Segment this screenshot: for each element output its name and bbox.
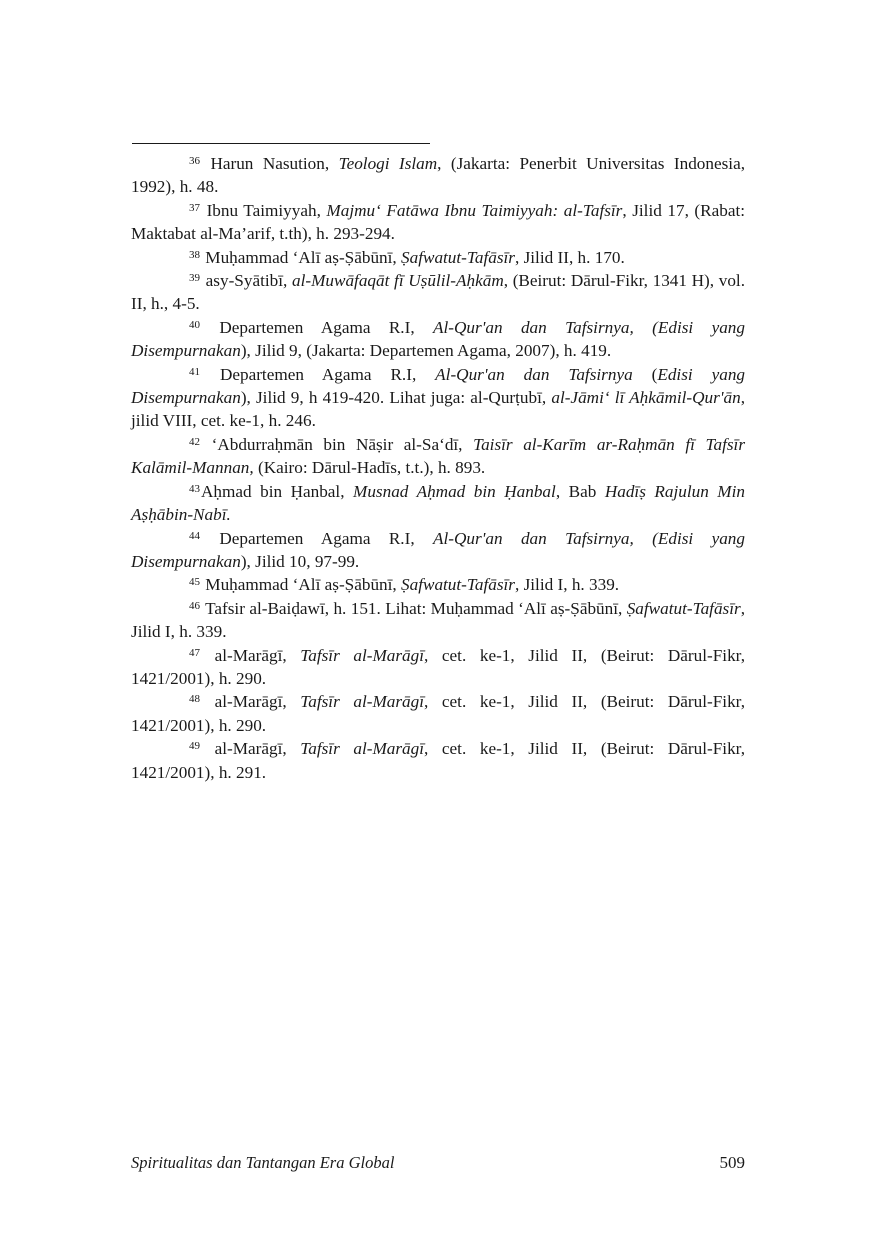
footnote-italic-text: Teologi Islam [338,154,438,173]
footnote-italic-text: Musnad Aḥmad bin Ḥanbal [353,481,556,501]
running-footer-title: Spiritualitas dan Tantangan Era Global [131,1153,395,1172]
footnote-41 [131,363,745,433]
footnote-italic-text: Taisīr al-Karīm ar-Raḥmān fī Tafsīr Kalāmil-Mannan, [131,434,746,478]
footnote-number: 37 [189,201,200,214]
footnote-number: 42 [189,435,200,448]
footnote-number: 49 [189,740,200,753]
footnote-text: al-Marāgī, [214,645,301,665]
footnote-39 [131,269,745,316]
footnote-text: , (Jakarta: Penerbit Universitas Indonesia, 1992), h. 48. [131,154,746,197]
footnote-43 [131,480,745,527]
footnote-italic-text: Tafsīr al-Marāgī [300,645,425,665]
footnote-number: 48 [189,693,200,706]
footnote-text: ), Jilid 9, (Jakarta: Departemen Agama, 2007), h. 419. [240,341,612,361]
footnote-text: Aḥmad bin Ḥanbal, [201,481,353,501]
footnote-number: 45 [189,576,200,589]
footnote-italic-text: Al-Qur'an dan Tafsirnya [435,364,633,384]
footnote-number: 36 [189,155,200,167]
footnote-45 [131,573,745,596]
footnote-47 [131,644,745,691]
footnote-text: Ibnu Taimiyyah, [206,200,327,220]
footnote-42 [131,433,745,480]
footnote-number: 38 [189,248,200,261]
footnote-italic-text: Tafsīr al-Marāgī [300,692,425,712]
footnote-italic-text: Edisi yang Disempurnakan [131,364,746,408]
footnote-number: 47 [189,646,200,659]
footnote-italic-text: Al-Qur'an dan Tafsirnya, (Edisi yang Disempurnakan [131,528,745,571]
footnote-text: ), Jilid 9, h 419-420. Lihat juga: al-Qurṭubī, [240,388,552,408]
footnote-text: , Jilid II, h. 170. [515,247,625,267]
footnote-37 [131,199,745,246]
footnote-italic-text: Ṣafwatut-Tafāsīr [401,575,515,595]
footnote-text: Harun Nasution, [210,154,339,173]
footnote-text: ‘Abdurraḥmān bin Nāṣir al-Sa‘dī, [211,434,474,454]
footnote-text: , cet. ke-1, Jilid II, (Beirut: Dārul-Fikr, 1421/2001), h. 290. [131,692,745,735]
footnote-number: 43 [189,482,200,495]
page-number: 509 [719,1153,745,1172]
footnote-text: Tafsir al-Baiḍawī, h. 151. Lihat: Muḥammad ‘Alī aṣ-Ṣābūnī, [205,598,627,618]
footnote-text: Departemen Agama R.I, [219,364,436,384]
footnote-text: , Bab [555,481,605,501]
footnote-text: , Jilid I, h. 339. [515,575,620,595]
footnote-number: 39 [189,272,200,285]
footnote-italic-text: al-Jāmi‘ lī Aḥkāmil-Qur'ān [551,388,741,408]
footnote-36 [131,152,745,199]
footnote-italic-text: Majmu‘ Fatāwa Ibnu Taimiyyah: al-Tafsīr [326,200,623,220]
footnote-text: , cet. ke-1, Jilid II, (Beirut: Dārul-Fikr, 1421/2001), h. 291. [131,739,745,782]
footnote-number: 40 [189,318,200,331]
footnote-44 [131,527,745,574]
footnote-text: al-Marāgī, [214,739,301,759]
footnote-text: Departemen Agama R.I, [219,317,434,337]
footnote-38 [131,246,745,269]
footnote-italic-text: Ṣafwatut-Tafāsīr [626,598,741,618]
footnote-number: 41 [189,365,200,378]
footnote-48 [131,690,745,737]
footnote-text: , (Beirut: Dārul-Fikr, 1341 H), vol. II, h., 4-5. [131,271,745,314]
footnote-text: (Kairo: Dārul-Hadīs, t.t.), h. 893. [253,458,486,478]
footnote-italic-text: al-Muwāfaqāt fī Uṣūlil-Aḥkām [291,271,504,291]
footnote-italic-text: Ṣafwatut-Tafāsīr [401,247,515,267]
footnote-text: , cet. ke-1, Jilid II, (Beirut: Dārul-Fikr, 1421/2001), h. 290. [131,645,745,688]
footnote-number: 46 [189,599,200,612]
footnote-italic-text: Al-Qur'an dan Tafsirnya, (Edisi yang Disempurnakan [131,317,745,361]
footnote-italic-text: Tafsīr al-Marāgī [300,739,425,759]
footnote-text: Muḥammad ‘Alī aṣ-Ṣābūnī, [205,575,402,595]
footnote-text: Departemen Agama R.I, [219,528,434,548]
footnote-text: Muḥammad ‘Alī aṣ-Ṣābūnī, [205,247,402,267]
footnote-text: asy-Syātibī, [205,271,292,291]
footnote-text: al-Marāgī, [214,692,301,712]
footnote-number: 44 [189,529,200,542]
footnote-text: , Jilid I, h. 339. [131,598,745,642]
footnote-text: ( [632,364,658,384]
footnote-text: , Jilid 17, (Rabat: Maktabat al-Ma’arif, t.th), h. 293-294. [131,200,746,244]
footnote-italic-text: Hadīṣ Rajulun Min Aṣḥābin-Nabī. [131,481,745,525]
footnote-46 [131,597,745,644]
footnote-40 [131,316,745,363]
footnote-49 [131,737,745,784]
footnote-separator [132,143,430,144]
page-footer [131,1153,745,1177]
footnote-text: , jilid VIII, cet. ke-1, h. 246. [131,388,745,431]
footnote-text: ), Jilid 10, 97-99. [240,551,360,571]
footnotes-list [131,152,745,784]
